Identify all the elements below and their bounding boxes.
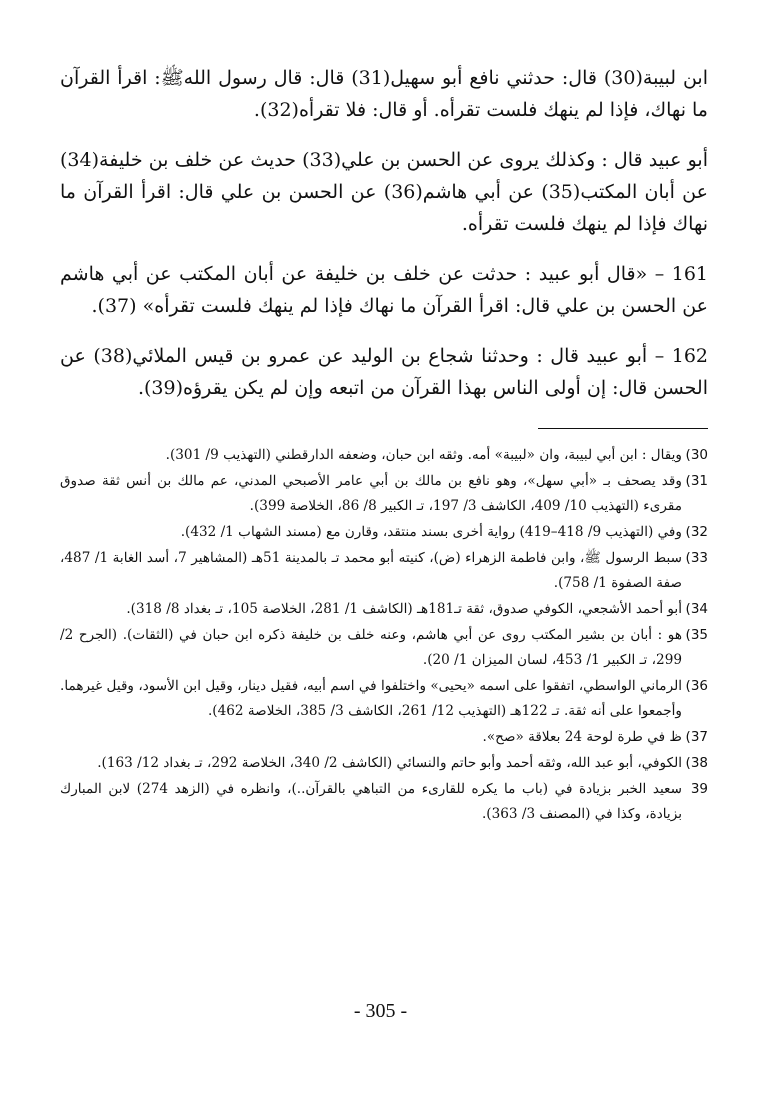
footnote-number: 34) xyxy=(685,601,708,617)
footnote-item xyxy=(60,469,708,519)
footnotes-list xyxy=(60,443,708,827)
footnote-text: وفي (التهذيب 9/ 418–419) رواية أخرى بسند منتقد، وقارن مع (مسند الشهاب 1/ 432). xyxy=(180,524,682,540)
page-body xyxy=(60,58,708,1098)
footnote-text: الكوفي، أبو عبد الله، وثقه أحمد وأبو حاتم والنسائي (الكاشف 2/ 340، الخلاصة 292، تـ بغداد 12/ 163). xyxy=(97,755,682,771)
footnote-number: 32) xyxy=(685,524,708,540)
paragraph-161: 161 – «قال أبو عبيد : حدثت عن خلف بن خليفة عن أبان المكتب عن أبي هاشم عن الحسن بن علي قال: اقرأ القرآن ما نهاك فإذا لم ينهك فلست تقرأه» (37). xyxy=(60,263,708,317)
footnote-text: ويقال : ابن أبي لبيبة، وان «لبيبة» أمه. وثقه ابن حبان، وضعفه الدارقطني (التهذيب 9/ 301). xyxy=(165,447,682,463)
footnote-text: أبو أحمد الأشجعي، الكوفي صدوق، ثقة تـ181هـ (الكاشف 1/ 281، الخلاصة 105، تـ بغداد 8/ 318). xyxy=(126,601,682,617)
footnote-text: هو : أبان بن بشير المكتب روى عن أبي هاشم، وعنه خلف بن خليفة ذكره ابن حبان في (الثقات). (الجرح 2/ 299، تـ الكبير 1/ 453، لسان الميزان 1/ 20). xyxy=(60,627,682,668)
footnote-number: 37) xyxy=(685,729,708,745)
footnote-item xyxy=(60,520,708,545)
footnote-text: وقد يصحف بـ «أبي سهل»، وهو نافع بن مالك بن أبي عامر الأصبحي المدني، عم مالك بن أنس ثقة صدوق مقرىء (التهذيب 10/ 409، الكاشف 3/ 197، تـ الكبير 8/ 86، الخلاصة 399). xyxy=(60,473,682,514)
page-number: - 305 - xyxy=(353,1000,408,1022)
footnote-text: سبط الرسول ﷺ، وابن فاطمة الزهراء (ض)، كنيته أبو محمد تـ بالمدينة 51هـ (المشاهير 7، أسد الغابة 1/ 487، صفة الصفوة 1/ 758). xyxy=(60,550,683,591)
footnote-item xyxy=(60,751,708,776)
paragraph-1: ابن لبيبة(30) قال: حدثني نافع أبو سهيل(31) قال: قال رسول اللهﷺ: اقرأ القرآن ما نهاك، فإذا لم ينهك فلست تقرأه. أو قال: فلا تقرأه(32). xyxy=(60,67,708,121)
footnote-number: 39 xyxy=(690,781,708,797)
footnote-number: 36) xyxy=(685,678,708,694)
footnote-item xyxy=(60,777,708,827)
footnote-item xyxy=(60,546,708,596)
footnote-text: ظ في طرة لوحة 24 بعلاقة «صح». xyxy=(482,729,682,745)
footnote-number: 31) xyxy=(685,473,708,489)
footnote-text: الرماني الواسطي، اتفقوا على اسمه «يحيى» واختلفوا في اسم أبيه، فقيل دينار، وقيل ابن الأسود، وقيل غيرهما. وأجمعوا على أنه ثقة. تـ 122هـ (التهذيب 12/ 261، الكاشف 3/ 385، الخلاصة 462). xyxy=(60,678,682,719)
footnote-number: 30) xyxy=(685,447,708,463)
paragraph-162: 162 – أبو عبيد قال : وحدثنا شجاع بن الوليد عن عمرو بن قيس الملائي(38) عن الحسن قال: إن أولى الناس بهذا القرآن من اتبعه وإن لم يكن يقرؤه(39). xyxy=(60,345,708,399)
footnote-number: 38) xyxy=(685,755,708,771)
footnote-text: سعيد الخبر بزيادة في (باب ما يكره للقارىء من التباهي بالقرآن..)، وانظره في (الزهد 274) لابن المبارك بزيادة، وكذا في (المصنف 3/ 363). xyxy=(60,781,683,822)
footnote-number: 35) xyxy=(685,627,708,643)
footnote-item xyxy=(60,443,708,468)
paragraph-2: أبو عبيد قال : وكذلك يروى عن الحسن بن علي(33) حديث عن خلف بن خليفة(34) عن أبان المكتب(35) عن أبي هاشم(36) عن الحسن بن علي قال: اقرأ القرآن ما نهاك فإذا لم ينهك فلست تقرأه. xyxy=(60,149,708,235)
footnote-item xyxy=(60,674,708,724)
footnote-item xyxy=(60,725,708,750)
footnote-separator xyxy=(538,428,708,429)
footnote-item xyxy=(60,623,708,673)
footnote-item xyxy=(60,597,708,622)
footnote-number: 33) xyxy=(685,550,708,566)
